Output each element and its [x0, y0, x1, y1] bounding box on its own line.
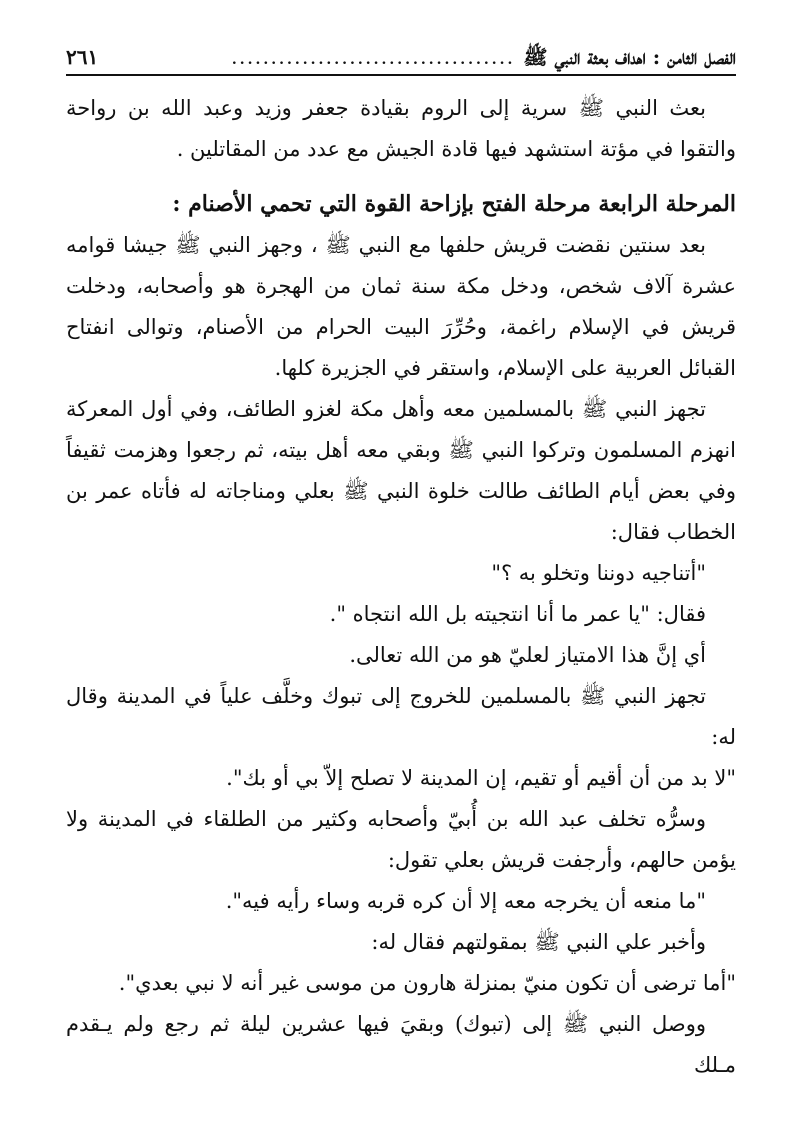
paragraph: وأخبر علي النبي ﷺ بمقولتهم فقال له: [371, 930, 706, 954]
quotation: "أتناجيه دوننا وتخلو به ؟" [491, 561, 706, 585]
paragraph: بعث النبي ﷺ سرية إلى الروم بقيادة جعفر وزيد وعبد الله بن رواحة والتقوا في مؤتة استشهد فيها قادة الجيش مع عدد من المقاتلين . [66, 96, 736, 161]
paragraph: وسرُّه تخلف عبد الله بن أُبيّ وأصحابه وكثير من الطلقاء في المدينة ولا يؤمن حالهم، وأرجفت قريش بعلي تقول: [66, 807, 736, 872]
paragraph: تجهز النبي ﷺ بالمسلمين معه وأهل مكة لغزو الطائف، وفي أول المعركة انهزم المسلمون وتركوا النبي ﷺ وبقي معه أهل بيته، ثم رجعوا وهزمت ثقيفاً وفي بعض أيام الطائف طالت خلوة النبي ﷺ بعلي ومناجاته له فأتاه عمر بن الخطاب فقال: [66, 397, 736, 544]
quotation: "ما منعه أن يخرجه معه إلا أن كره قربه وساء رأيه فيه". [225, 889, 706, 913]
running-header [66, 40, 736, 76]
paragraph: تجهز النبي ﷺ بالمسلمين للخروج إلى تبوك وخلَّف علياً في المدينة وقال له: [66, 684, 736, 749]
quotation: "أما ترضى أن تكون منيّ بمنزلة هارون من موسى غير أنه لا نبي بعدي". [118, 971, 736, 995]
quotation: "لا بد من أن أقيم أو تقيم، إن المدينة لا تصلح إلاّ بي أو بك". [226, 766, 736, 790]
chapter-title: الفصل الثامن : اهداف بعثة النبي ﷺ [523, 45, 736, 69]
leader-dots: .................................... [231, 52, 516, 68]
section-heading: المرحلة الرابعة مرحلة الفتح بإزاحة القوة التي تحمي الأصنام : [172, 191, 736, 217]
page-body [66, 88, 736, 1086]
paragraph: فقال: "يا عمر ما أنا انتجيته بل الله انتجاه ". [329, 602, 706, 626]
paragraph: بعد سنتين نقضت قريش حلفها مع النبي ﷺ ، وجهز النبي ﷺ جيشا قوامه عشرة آلاف شخص، ودخل مكة سنة ثمان من الهجرة هو وأصحابه، ودخلت قريش في الإسلام راغمة، وحُرِّرَ البيت الحرام من الأصنام، وتوالى انفتاح القبائل العربية على الإسلام، واستقر في الجزيرة كلها. [66, 233, 736, 380]
page-number: ٢٦١ [66, 45, 99, 69]
paragraph: أي إنَّ هذا الامتياز لعليّ هو من الله تعالى. [349, 643, 706, 667]
paragraph: ووصل النبي ﷺ إلى (تبوك) وبقيَ فيها عشرين ليلة ثم رجع ولم يـقدم مـلك [66, 1012, 736, 1077]
